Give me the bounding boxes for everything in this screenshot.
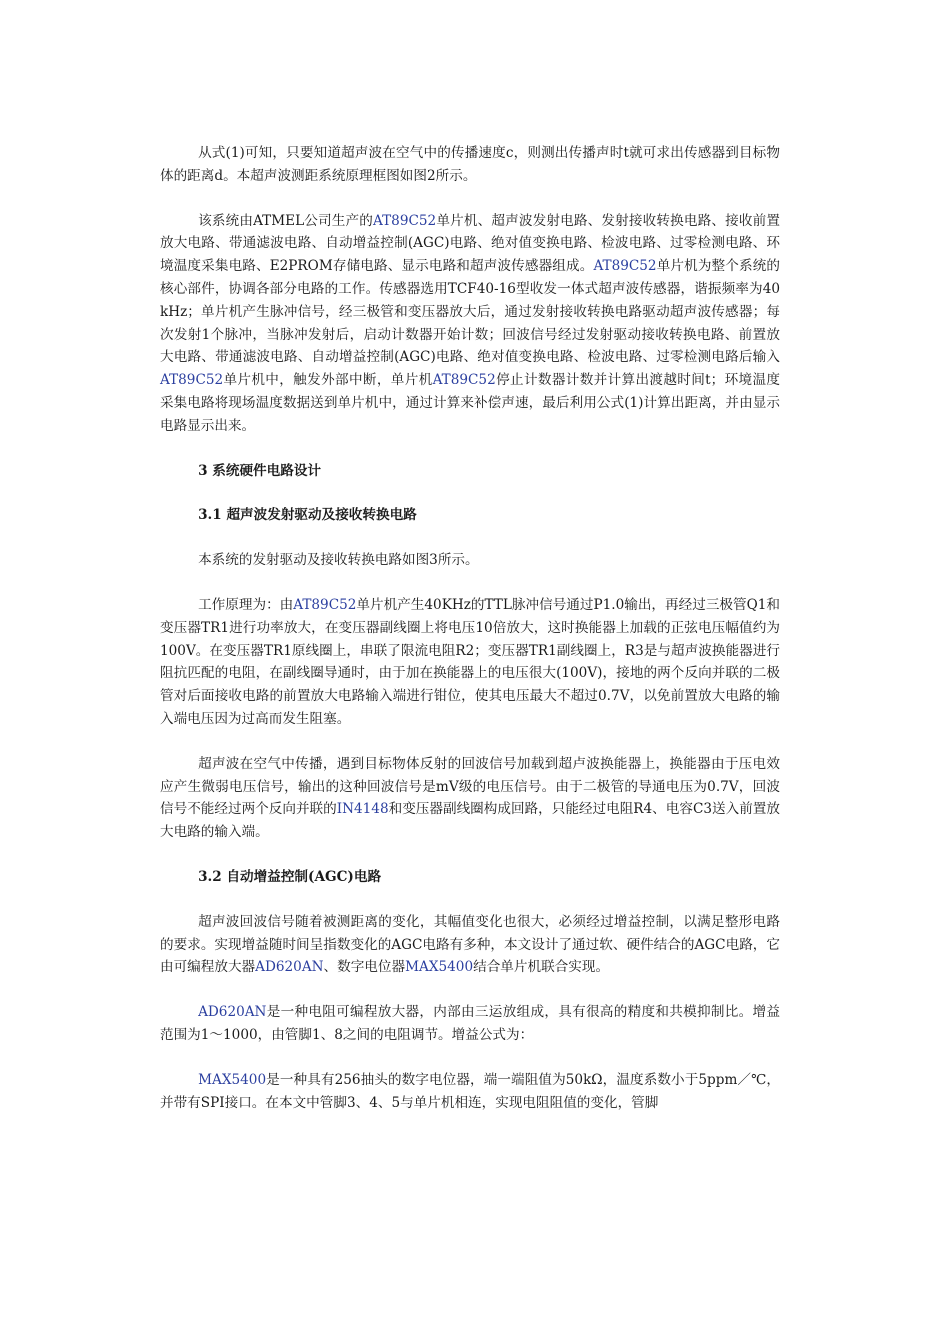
- paragraph-text: 单片机为整个系统的核心部件，协调各部分电路的工作。传感器选用TCF40-16型收发一体式超声波传感器，谐振频率为40kHz；单片机产生脉冲信号，经三极管和变压器放大后，通过发射接收转换电路驱动超声波传感器；每次发射1个脉冲，当脉冲发射后，启动计数器开始计数；回波信号经过发射驱动接收转换电路、前置放大电路、带通滤波电路、自动增益控制(AGC)电路、绝对值变换电路、检波电路、过零检测电路后输入: [160, 258, 781, 366]
- link-in4148[interactable]: IN4148: [336, 801, 389, 818]
- paragraph-text: 从式(1)可知，只要知道超声波在空气中的传播速度c，则测出传播声时t就可求出传感器到目标物体的距离d。本超声波测距系统原理框图如图2所示。: [160, 145, 780, 184]
- paragraph-text: 超声波回波信号随着被测距离的变化，其幅值变化也很大，必须经过增益控制，以满足整形电路的要求。实现增益随时间呈指数变化的AGC电路有多种，本文设计了通过软、硬件结合的AGC电路，它由可编程放大器: [160, 913, 780, 976]
- link-at89c52[interactable]: AT89C52: [432, 372, 496, 389]
- paragraph-agc-overview: [160, 911, 780, 979]
- link-at89c52[interactable]: AT89C52: [593, 258, 657, 275]
- paragraph-text: 、数字电位器: [323, 959, 406, 976]
- link-max5400[interactable]: MAX5400: [405, 959, 474, 976]
- document-body: [160, 142, 780, 1114]
- paragraph-text: 单片机产生40KHz的TTL脉冲信号通过P1.0输出，再经过三极管Q1和变压器TR1进行功率放大，在变压器副线圈上将电压10倍放大，这时换能器上加载的正弦电压幅值约为100V。在变压器TR1原线圈上，串联了限流电阻R2；变压器TR1副线圈上，R3是与超声波换能器进行阻抗匹配的电阻，在副线圈导通时，由于加在换能器上的电压很大(100V)，接地的两个反向并联的二极管对后面接收电路的前置放大电路输入端进行钳位，使其电压最大不超过0.7V，以免前置放大电路的输入端电压因为过高而发生阻塞。: [160, 596, 780, 727]
- paragraph-text: 是一种具有256抽头的数字电位器，端一端阻值为50kΩ，温度系数小于5ppm／℃，并带有SPI接口。在本文中管脚3、4、5与单片机相连，实现电阻阻值的变化，管脚: [160, 1071, 780, 1111]
- section-heading-agc-circuit: 3.2 自动增益控制(AGC)电路: [198, 868, 382, 885]
- paragraph-text: 单片机中，触发外部中断，单片机: [223, 372, 433, 389]
- link-ad620an[interactable]: AD620AN: [255, 959, 324, 976]
- link-at89c52[interactable]: AT89C52: [373, 212, 437, 229]
- paragraph-ad620an: [160, 1001, 780, 1047]
- paragraph-text: 和变压器副线圈构成回路，只能经过电阻R4、电容C3送入前置放大电路的输入端。: [160, 801, 780, 841]
- section-heading-hardware-design: 3 系统硬件电路设计: [198, 462, 322, 479]
- paragraph-text: 结合单片机联合实现。: [473, 959, 610, 976]
- link-at89c52[interactable]: AT89C52: [293, 596, 357, 613]
- section-heading-transmit-receive-circuit: 3.1 超声波发射驱动及接收转换电路: [198, 507, 417, 524]
- paragraph-working-principle: [160, 594, 780, 731]
- paragraph-max5400: [160, 1069, 780, 1115]
- paragraph-text: 是一种电阻可编程放大器，内部由三运放组成，具有很高的精度和共模抑制比。增益范围为1～1000，由管脚1、8之间的电阻调节。增益公式为：: [160, 1004, 780, 1043]
- paragraph-text: 单片机、超声波发射电路、发射接收转换电路、接收前置放大电路、带通滤波电路、自动增益控制(AGC)电路、绝对值变换电路、检波电路、过零检测电路、环境温度采集电路、E2PROM存储电路、显示电路和超声波传感器组成。: [160, 212, 780, 275]
- paragraph-figure3-reference: [160, 549, 780, 572]
- paragraph-system-overview: [160, 210, 780, 438]
- paragraph-text: 工作原理为：由: [198, 596, 294, 613]
- paragraph-text: 停止计数器计数并计算出渡越时间t；环境温度采集电路将现场温度数据送到单片机中，通过计算来补偿声速，最后利用公式(1)计算出距离，并由显示电路显示出来。: [160, 372, 780, 434]
- link-max5400[interactable]: MAX5400: [198, 1071, 267, 1088]
- paragraph-text: 本系统的发射驱动及接收转换电路如图3所示。: [198, 552, 479, 569]
- paragraph-echo-signal: [160, 753, 780, 844]
- paragraph-formula-reference: [160, 142, 780, 188]
- paragraph-text: 该系统由ATMEL公司生产的: [198, 212, 374, 229]
- paragraph-text: 超声波在空气中传播，遇到目标物体反射的回波信号加载到超卢波换能器上，换能器由于压电效应产生微弱电压信号，输出的这种回波信号是mV级的电压信号。由于二极管的导通电压为0.7V，回波信号不能经过两个反向并联的: [160, 755, 780, 818]
- link-ad620an[interactable]: AD620AN: [198, 1004, 267, 1021]
- link-at89c52[interactable]: AT89C52: [160, 372, 224, 389]
